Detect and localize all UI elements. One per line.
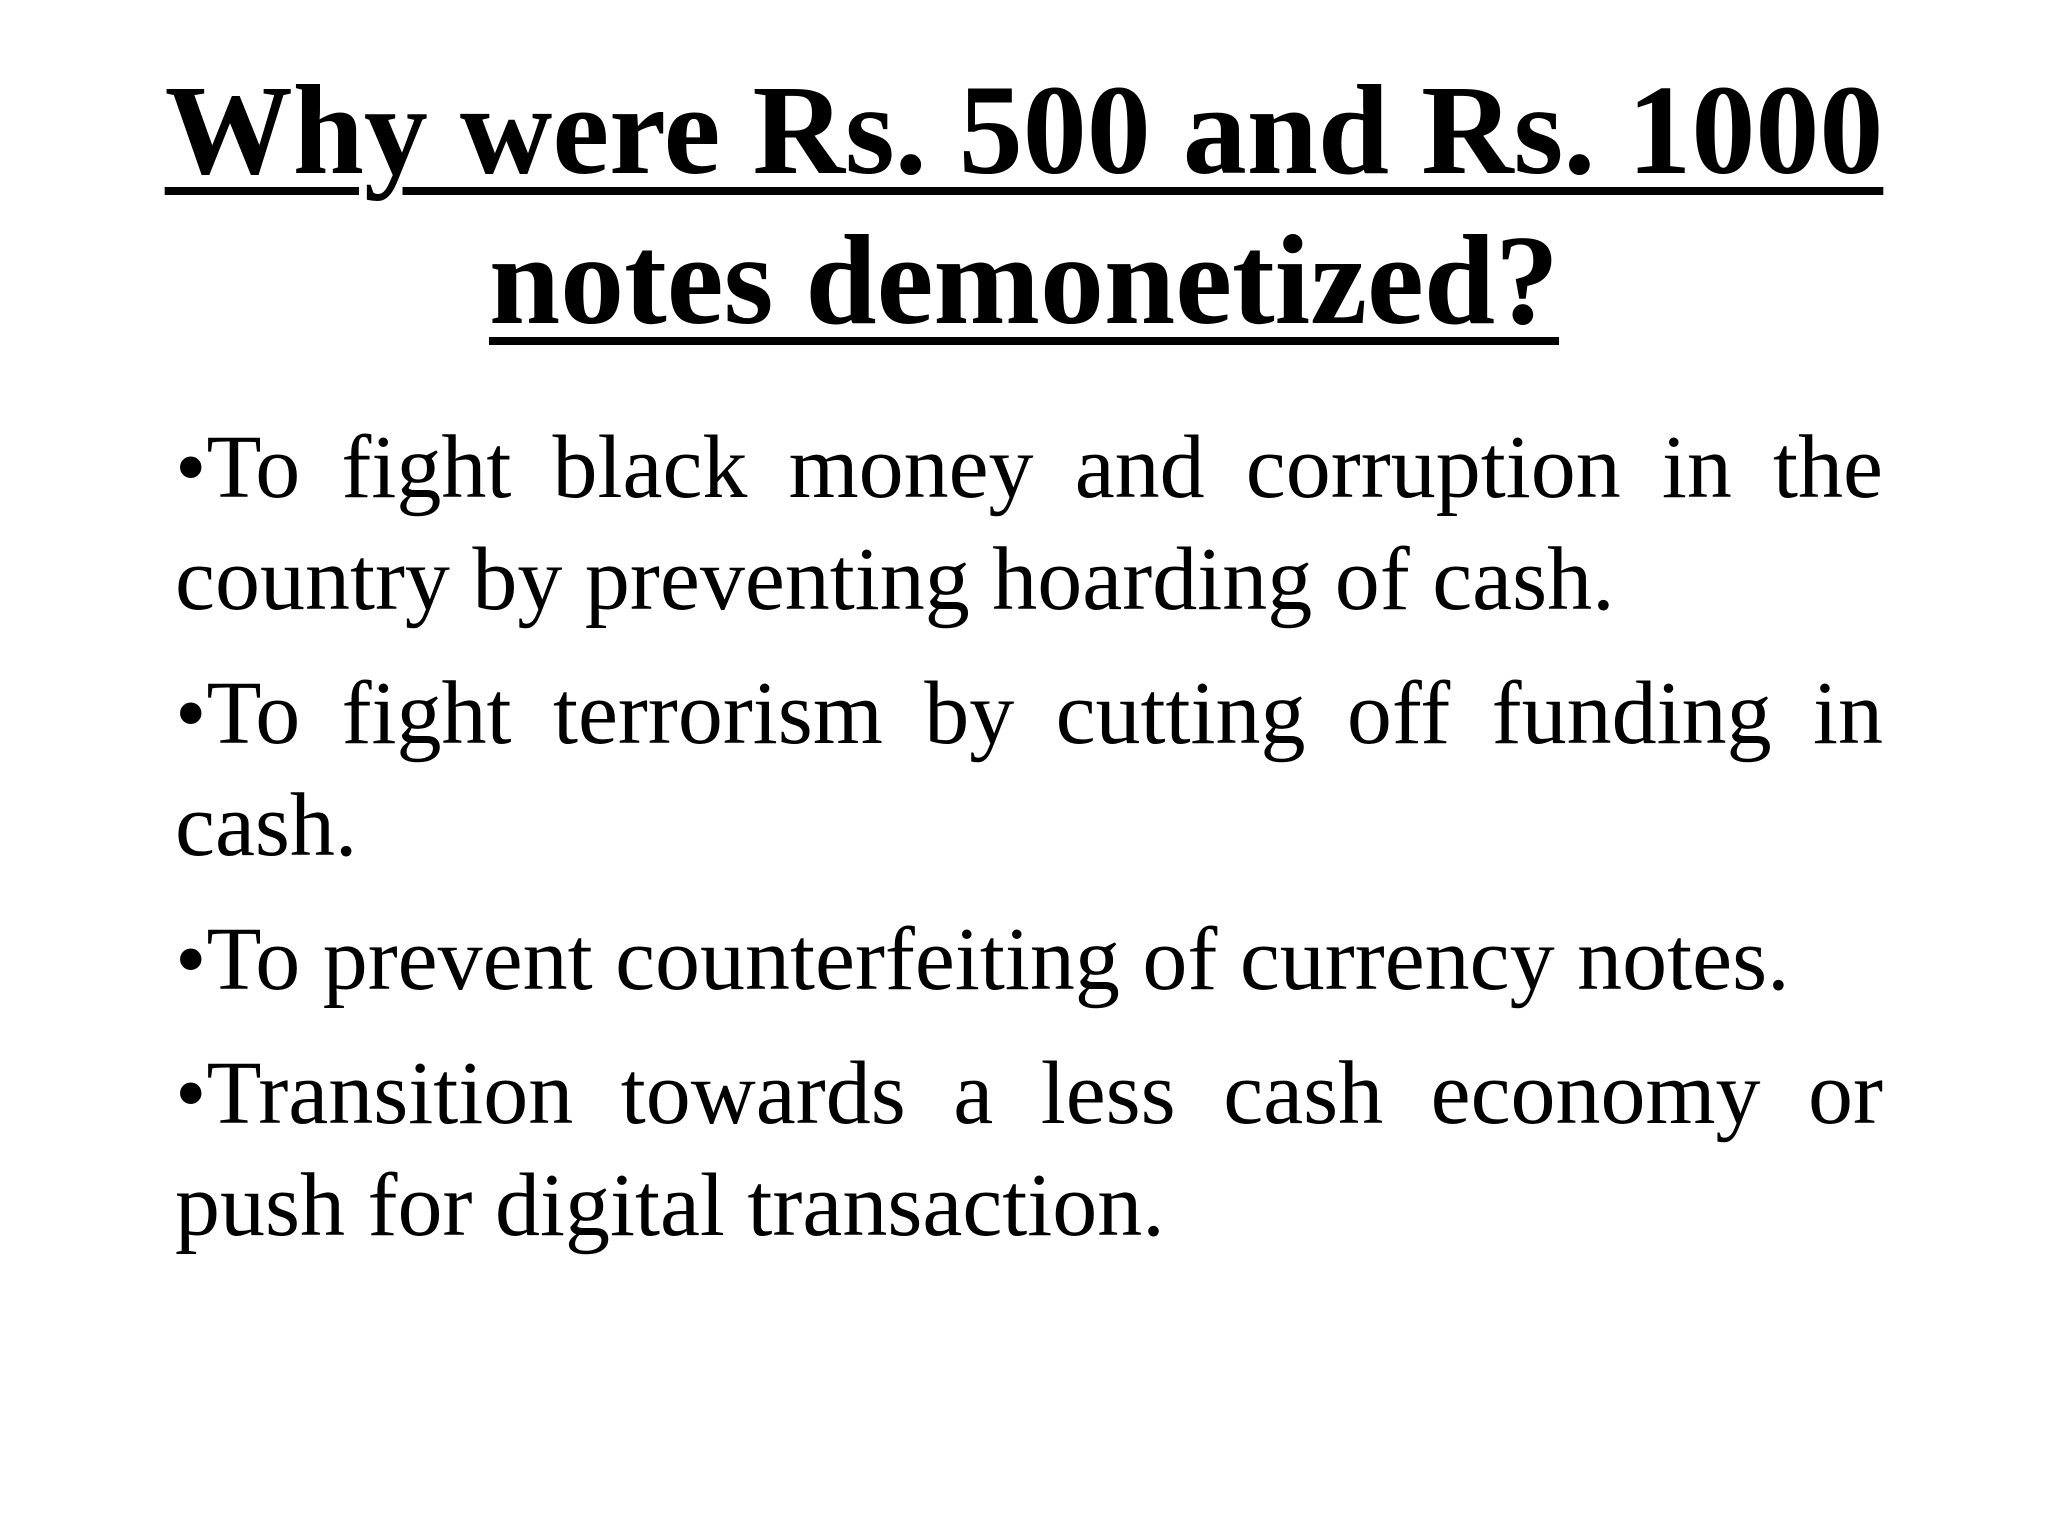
bullet-item: •Transition towards a less cash economy or push for digital transaction. — [175, 1044, 1883, 1255]
bullet-list — [175, 412, 1883, 1284]
slide-title: Why were Rs. 500 and Rs. 1000 notes demonetized? — [164, 59, 1884, 351]
bullet-item: •To prevent counterfeiting of currency notes. — [175, 910, 1790, 1009]
bullet-item: •To fight black money and corruption in the country by preventing hoarding of cash. — [175, 418, 1883, 629]
bullet-item: •To fight terrorism by cutting off funding in cash. — [175, 664, 1883, 875]
